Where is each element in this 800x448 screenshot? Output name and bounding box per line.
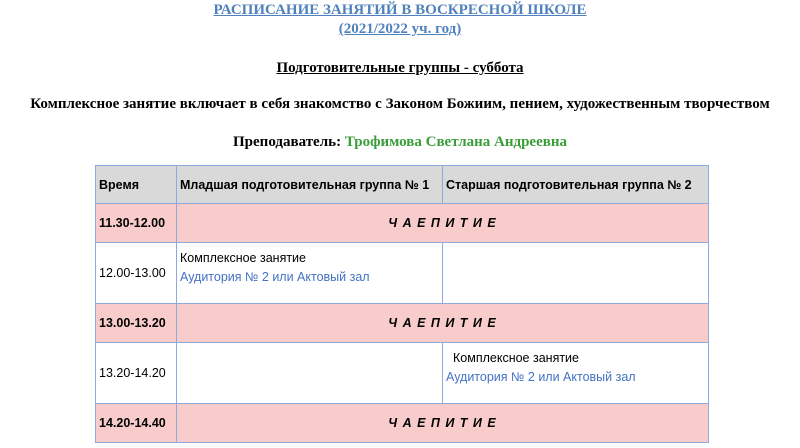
schedule-table xyxy=(95,165,709,443)
table-row xyxy=(96,243,709,304)
tea-break-cell: Ч А Е П И Т И Е xyxy=(177,204,709,243)
time-cell: 14.20-14.40 xyxy=(96,404,177,443)
teacher-label: Преподаватель: xyxy=(233,134,342,150)
table-header-row xyxy=(96,166,709,204)
group-2-lesson-cell xyxy=(443,343,709,404)
lesson-room: Аудитория № 2 или Актовый зал xyxy=(180,270,370,284)
table-row xyxy=(96,404,709,443)
lesson-title: Комплексное занятие xyxy=(180,251,306,265)
time-cell: 13.00-13.20 xyxy=(96,304,177,343)
schedule-title: РАСПИСАНИЕ ЗАНЯТИЙ В ВОСКРЕСНОЙ ШКОЛЕ xyxy=(213,2,587,18)
teacher-name: Трофимова Светлана Андреевна xyxy=(344,134,567,150)
table-row xyxy=(96,304,709,343)
groups-subtitle: Подготовительные группы - суббота xyxy=(276,60,524,76)
header-group-2: Старшая подготовительная группа № 2 xyxy=(443,166,709,204)
group-1-empty-cell xyxy=(177,343,443,404)
header-group-1: Младшая подготовительная группа № 1 xyxy=(177,166,443,204)
header-time: Время xyxy=(96,166,177,204)
teacher-line xyxy=(0,134,800,151)
group-1-lesson-cell xyxy=(177,243,443,304)
school-year: (2021/2022 уч. год) xyxy=(338,21,462,37)
tea-break-cell: Ч А Е П И Т И Е xyxy=(177,404,709,443)
group-2-empty-cell xyxy=(443,243,709,304)
lesson-room: Аудитория № 2 или Актовый зал xyxy=(446,370,636,384)
table-row xyxy=(96,204,709,243)
time-cell: 11.30-12.00 xyxy=(96,204,177,243)
lesson-title: Комплексное занятие xyxy=(453,351,579,365)
time-cell: 13.20-14.20 xyxy=(96,343,177,404)
tea-break-cell: Ч А Е П И Т И Е xyxy=(177,304,709,343)
time-cell: 12.00-13.00 xyxy=(96,243,177,304)
table-row xyxy=(96,343,709,404)
lesson-description: Комплексное занятие включает в себя знакомство с Законом Божиим, пением, художественным творчеством xyxy=(30,96,770,112)
